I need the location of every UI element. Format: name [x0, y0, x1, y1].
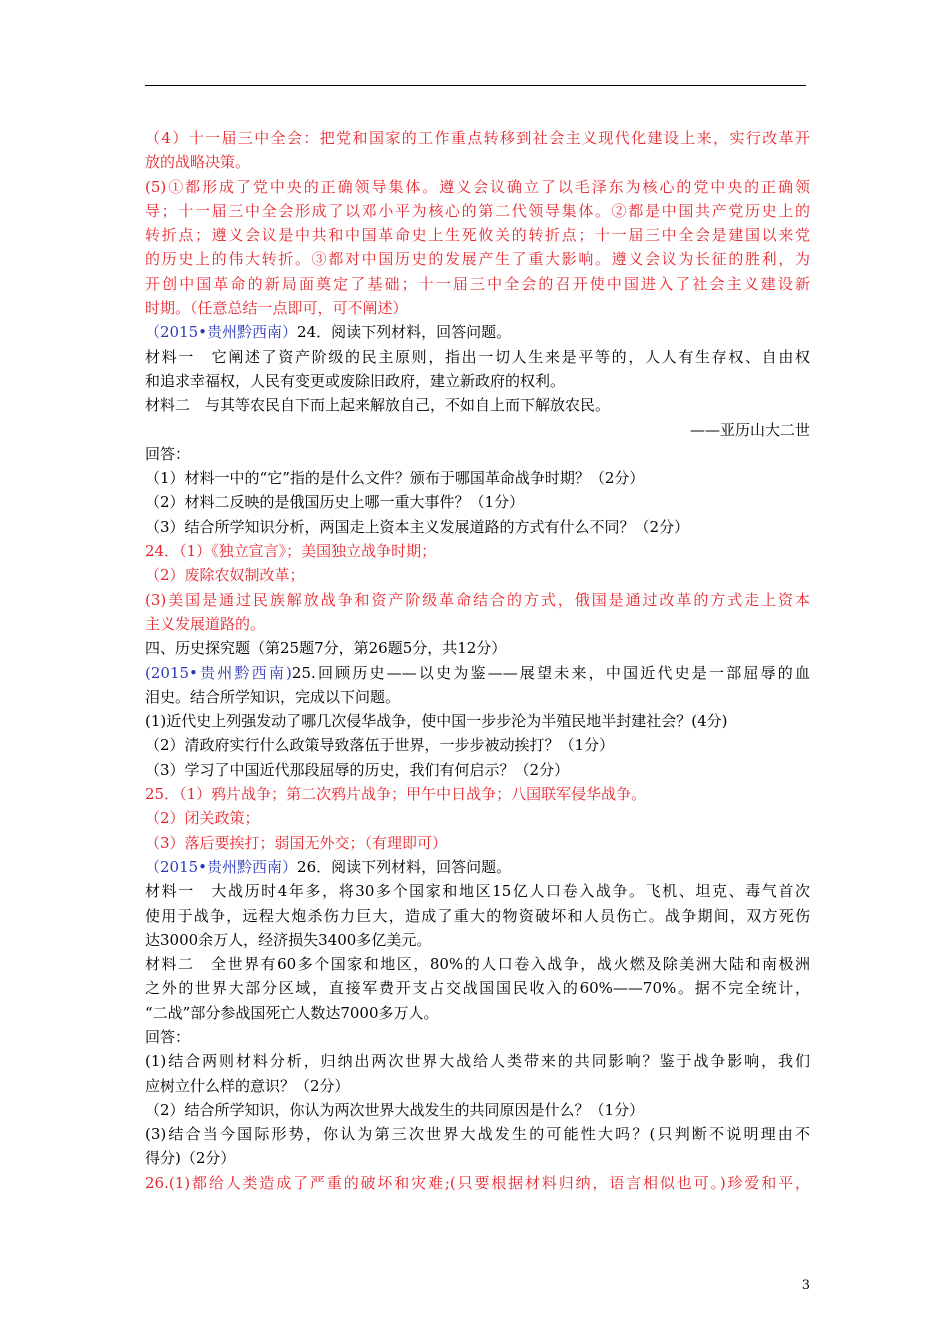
line-text: （3）学习了中国近代那段屈辱的历史，我们有何启示？（2分）	[145, 760, 570, 779]
text-line	[145, 296, 810, 320]
line-text: （1）材料一中的“它”指的是什么文件？颁布于哪国革命战争时期？（2分）	[145, 469, 645, 488]
text-line	[145, 612, 810, 636]
line-text: 时期。（任意总结一点即可，可不阐述）	[145, 299, 408, 318]
line-text: 泪史。结合所学知识，完成以下问题。	[145, 687, 401, 706]
text-line	[145, 928, 810, 952]
text-line	[145, 345, 810, 369]
text-line	[145, 685, 810, 709]
source-tag: （2015•贵州黔西南）	[145, 323, 298, 342]
source-tag: (2015•贵州黔西南)	[145, 663, 292, 682]
line-text: （2）结合所学知识，你认为两次世界大战发生的共同原因是什么？（1分）	[145, 1100, 645, 1119]
text-line	[145, 490, 810, 514]
text-line	[145, 1025, 810, 1049]
line-text: 材料一 它阐述了资产阶级的民主原则，指出一切人生来是平等的，人人有生存权、自由权	[145, 347, 810, 366]
text-line	[145, 223, 810, 247]
line-text: 材料二 全世界有60多个国家和地区，80%的人口卷入战争，战火燃及除美洲大陆和南极洲	[145, 955, 810, 974]
header-rule	[145, 85, 806, 86]
text-line	[145, 904, 810, 928]
text-line	[145, 709, 810, 733]
line-text: 材料一 大战历时4年多，将30多个国家和地区15亿人口卷入战争。飞机、坦克、毒气首次	[145, 882, 810, 901]
line-text: 之外的世界大部分区域，直接军费开支占交战国国民收入的60%——70%。据不完全统计，	[145, 979, 810, 998]
line-text: (3)美国是通过民族解放战争和资产阶级革命结合的方式，俄国是通过改革的方式走上资本	[145, 590, 810, 609]
line-text: （2）废除农奴制改革；	[145, 566, 305, 585]
line-text: （2）闭关政策；	[145, 809, 260, 828]
text-line	[145, 976, 810, 1000]
text-line	[145, 806, 810, 830]
text-line	[145, 442, 810, 466]
text-line	[145, 588, 810, 612]
line-text: 25．（1）鸦片战争；第二次鸦片战争；甲午中日战争；八国联军侵华战争。	[145, 785, 647, 804]
source-tag: （2015•贵州黔西南）	[145, 857, 298, 876]
line-text: 导；十一届三中全会形成了以邓小平为核心的第二代领导集体。②都是中国共产党历史上的	[145, 201, 810, 220]
line-text: 回答：	[145, 444, 191, 463]
text-line	[145, 369, 810, 393]
text-line	[145, 272, 810, 296]
line-text: 24．（1）《独立宣言》；美国独立战争时期；	[145, 542, 437, 561]
line-text: 达3000余万人，经济损失3400多亿美元。	[145, 930, 432, 949]
line-text: 26．阅读下列材料，回答问题。	[297, 857, 512, 876]
text-line	[145, 393, 810, 417]
text-line	[145, 1146, 810, 1170]
line-text: (3)结合当今国际形势，你认为第三次世界大战发生的可能性大吗？(只判断不说明理由不	[145, 1125, 810, 1144]
text-line	[145, 1122, 810, 1146]
text-line	[145, 758, 810, 782]
text-line	[145, 320, 810, 344]
line-text: ——亚历山大二世	[689, 420, 810, 439]
text-line	[145, 175, 810, 199]
text-line	[145, 879, 810, 903]
text-line	[145, 563, 810, 587]
line-text: 的历史上的伟大转折。③都对中国历史的发展产生了重大影响。遵义会议为长征的胜利，为	[145, 250, 810, 269]
text-line	[145, 782, 810, 806]
text-line	[145, 1074, 810, 1098]
line-text: 26.(1)都给人类造成了严重的破坏和灾难;(只要根据材料归纳，语言相似也可。)珍爱和平，	[145, 1173, 810, 1192]
line-text: 转折点；遵义会议是中共和中国革命史上生死攸关的转折点；十一届三中全会是建国以来党	[145, 226, 810, 245]
line-text: 放的战略决策。	[145, 153, 251, 172]
line-text: (1)结合两则材料分析，归纳出两次世界大战给人类带来的共同影响？鉴于战争影响，我们	[145, 1052, 810, 1071]
text-line	[145, 636, 810, 660]
line-text: （3）落后要挨打；弱国无外交；（有理即可）	[145, 833, 448, 852]
text-line	[145, 733, 810, 757]
text-line	[145, 952, 810, 976]
line-text: 主义发展道路的。	[145, 614, 266, 633]
text-line	[145, 199, 810, 223]
text-line	[145, 855, 810, 879]
line-text: 使用于战争，远程大炮杀伤力巨大，造成了重大的物资破坏和人员伤亡。战争期间，双方死伤	[145, 906, 810, 925]
line-text: 25.回顾历史——以史为鉴——展望未来，中国近代史是一部屈辱的血	[291, 663, 811, 682]
line-text: (1)近代史上列强发动了哪几次侵华战争，使中国一步步沦为半殖民地半封建社会？(4分)	[145, 712, 728, 731]
text-line	[145, 126, 810, 150]
line-text: 和追求幸福权，人民有变更或废除旧政府，建立新政府的权利。	[145, 371, 566, 390]
line-text: 24．阅读下列材料，回答问题。	[297, 323, 512, 342]
text-line	[145, 418, 810, 442]
text-line	[145, 150, 810, 174]
line-text: (5)①都形成了党中央的正确领导集体。遵义会议确立了以毛泽东为核心的党中央的正确领	[145, 177, 810, 196]
line-text: （2）清政府实行什么政策导致落伍于世界，一步步被动挨打？（1分）	[145, 736, 615, 755]
line-text: “二战”部分参战国死亡人数达7000多万人。	[145, 1003, 439, 1022]
line-text: 得分)（2分）	[145, 1149, 236, 1168]
line-text: 材料二 与其等农民自下而上起来解放自己，不如自上而下解放农民。	[145, 396, 611, 415]
document-body	[145, 126, 810, 1195]
text-line	[145, 515, 810, 539]
line-text: 回答：	[145, 1027, 191, 1046]
line-text: 开创中国革命的新局面奠定了基础；十一届三中全会的召开使中国进入了社会主义建设新	[145, 274, 810, 293]
page-number: 3	[801, 1278, 810, 1293]
text-line	[145, 661, 810, 685]
text-line	[145, 1171, 810, 1195]
text-line	[145, 466, 810, 490]
line-text: （3）结合所学知识分析，两国走上资本主义发展道路的方式有什么不同？（2分）	[145, 517, 690, 536]
text-line	[145, 1001, 810, 1025]
text-line	[145, 539, 810, 563]
text-line	[145, 1049, 810, 1073]
text-line	[145, 247, 810, 271]
line-text: （4）十一届三中全会：把党和国家的工作重点转移到社会主义现代化建设上来，实行改革开	[145, 129, 810, 147]
text-line	[145, 831, 810, 855]
line-text: （2）材料二反映的是俄国历史上哪一重大事件？（1分）	[145, 493, 525, 512]
text-line	[145, 1098, 810, 1122]
line-text: 四、历史探究题（第25题7分，第26题5分，共12分）	[145, 639, 507, 658]
line-text: 应树立什么样的意识？（2分）	[145, 1076, 350, 1095]
